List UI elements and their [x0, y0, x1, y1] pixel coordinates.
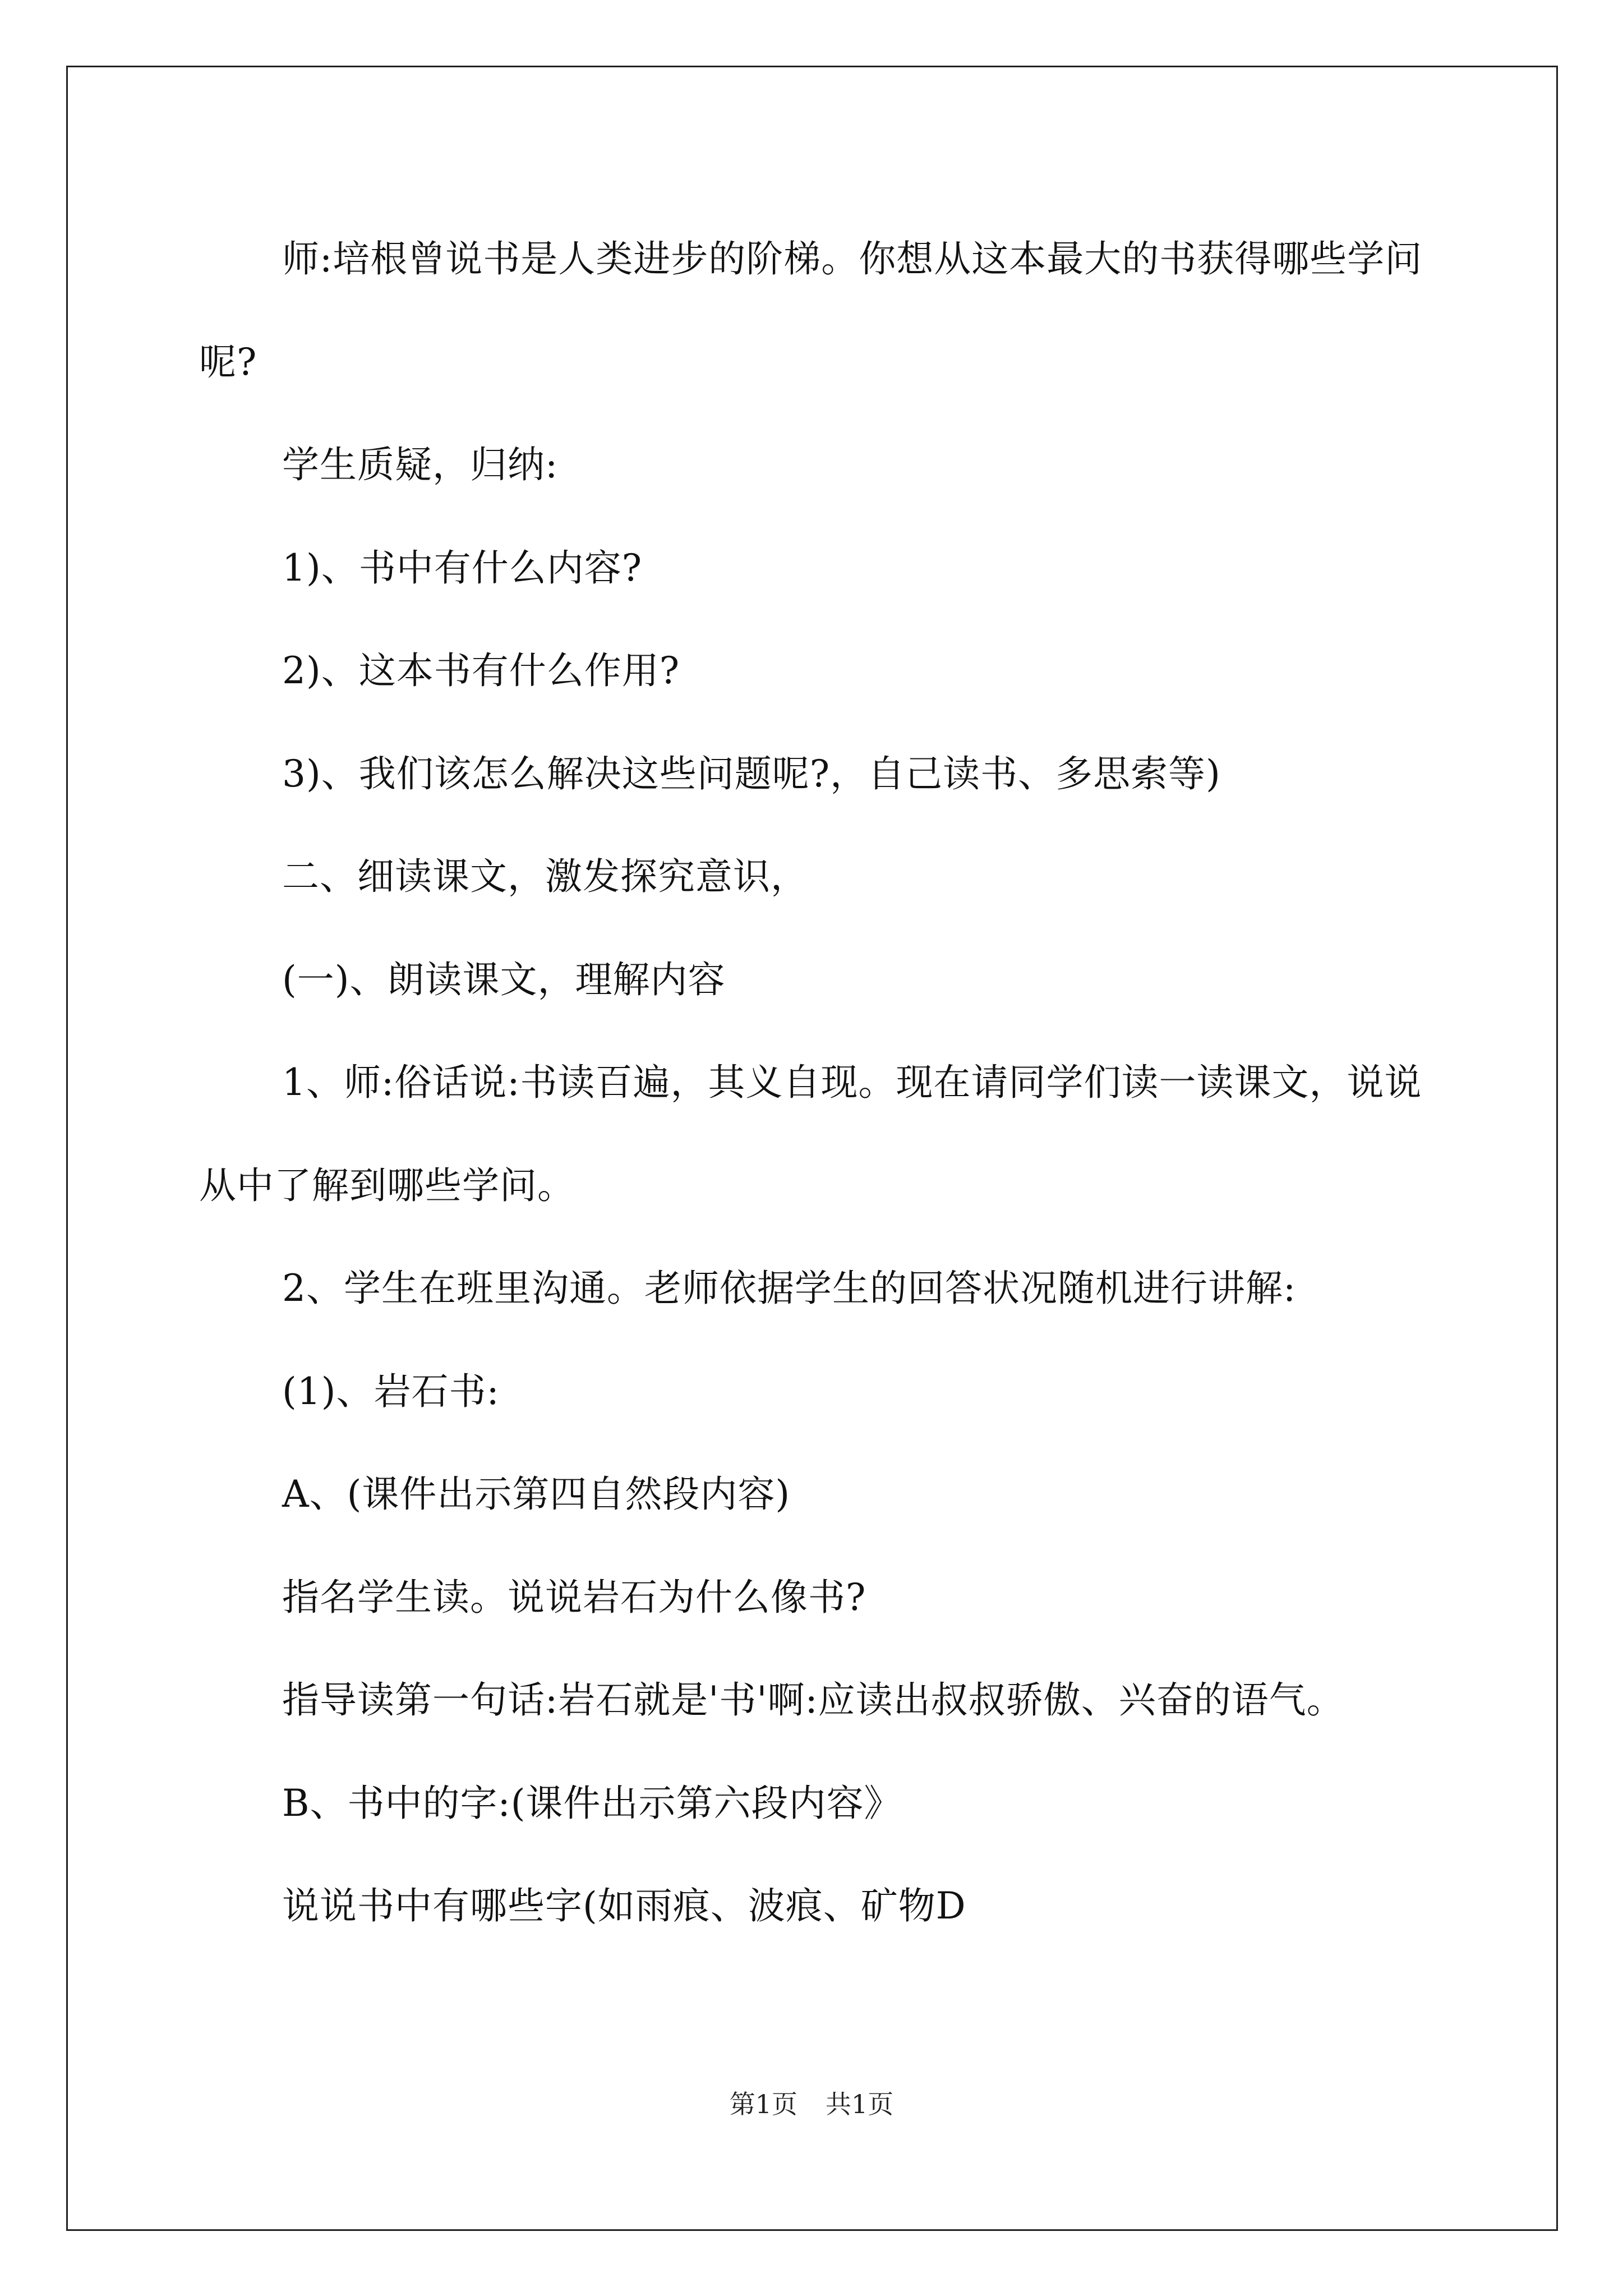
document-body [199, 208, 1444, 1958]
paragraph: 1)、书中有什么内容? [282, 546, 643, 590]
page-number: 第1页 [729, 2089, 797, 2119]
page-total: 共1页 [826, 2089, 894, 2119]
paragraph: (1)、岩石书: [282, 1369, 500, 1413]
paragraph: 3)、我们该怎么解决这些问题呢?，自己读书、多思索等) [282, 752, 1221, 795]
paragraph: 指导读第一句话:岩石就是'书'啊:应读出叔叔骄傲、兴奋的语气。 [282, 1678, 1344, 1722]
paragraph: 说说书中有哪些字(如雨痕、波痕、矿物D [282, 1884, 966, 1927]
section-heading: 二、细读课文，激发探究意识， [282, 855, 808, 898]
paragraph: 2)、这本书有什么作用? [282, 649, 680, 692]
paragraph: 指名学生读。说说岩石为什么像书? [282, 1575, 866, 1619]
subsection-heading: (一)、朗读课文，理解内容 [282, 958, 726, 1001]
paragraph: 2、学生在班里沟通。老师依据学生的回答状况随机进行讲解: [282, 1267, 1297, 1310]
page-footer [0, 2084, 1623, 2121]
paragraph: 学生质疑，归纳: [282, 443, 559, 486]
paragraph: 师:培根曾说书是人类进步的阶梯。你想从这本最大的书获得哪些学问呢? [199, 237, 1423, 384]
paragraph: B、书中的字:(课件出示第六段内容》 [282, 1781, 902, 1825]
paragraph: 1、师:俗话说:书读百遍，其义自现。现在请同学们读一读课文，说说从中了解到哪些学问。 [199, 1061, 1422, 1207]
paragraph: A、(课件出示第四自然段内容) [282, 1473, 791, 1516]
